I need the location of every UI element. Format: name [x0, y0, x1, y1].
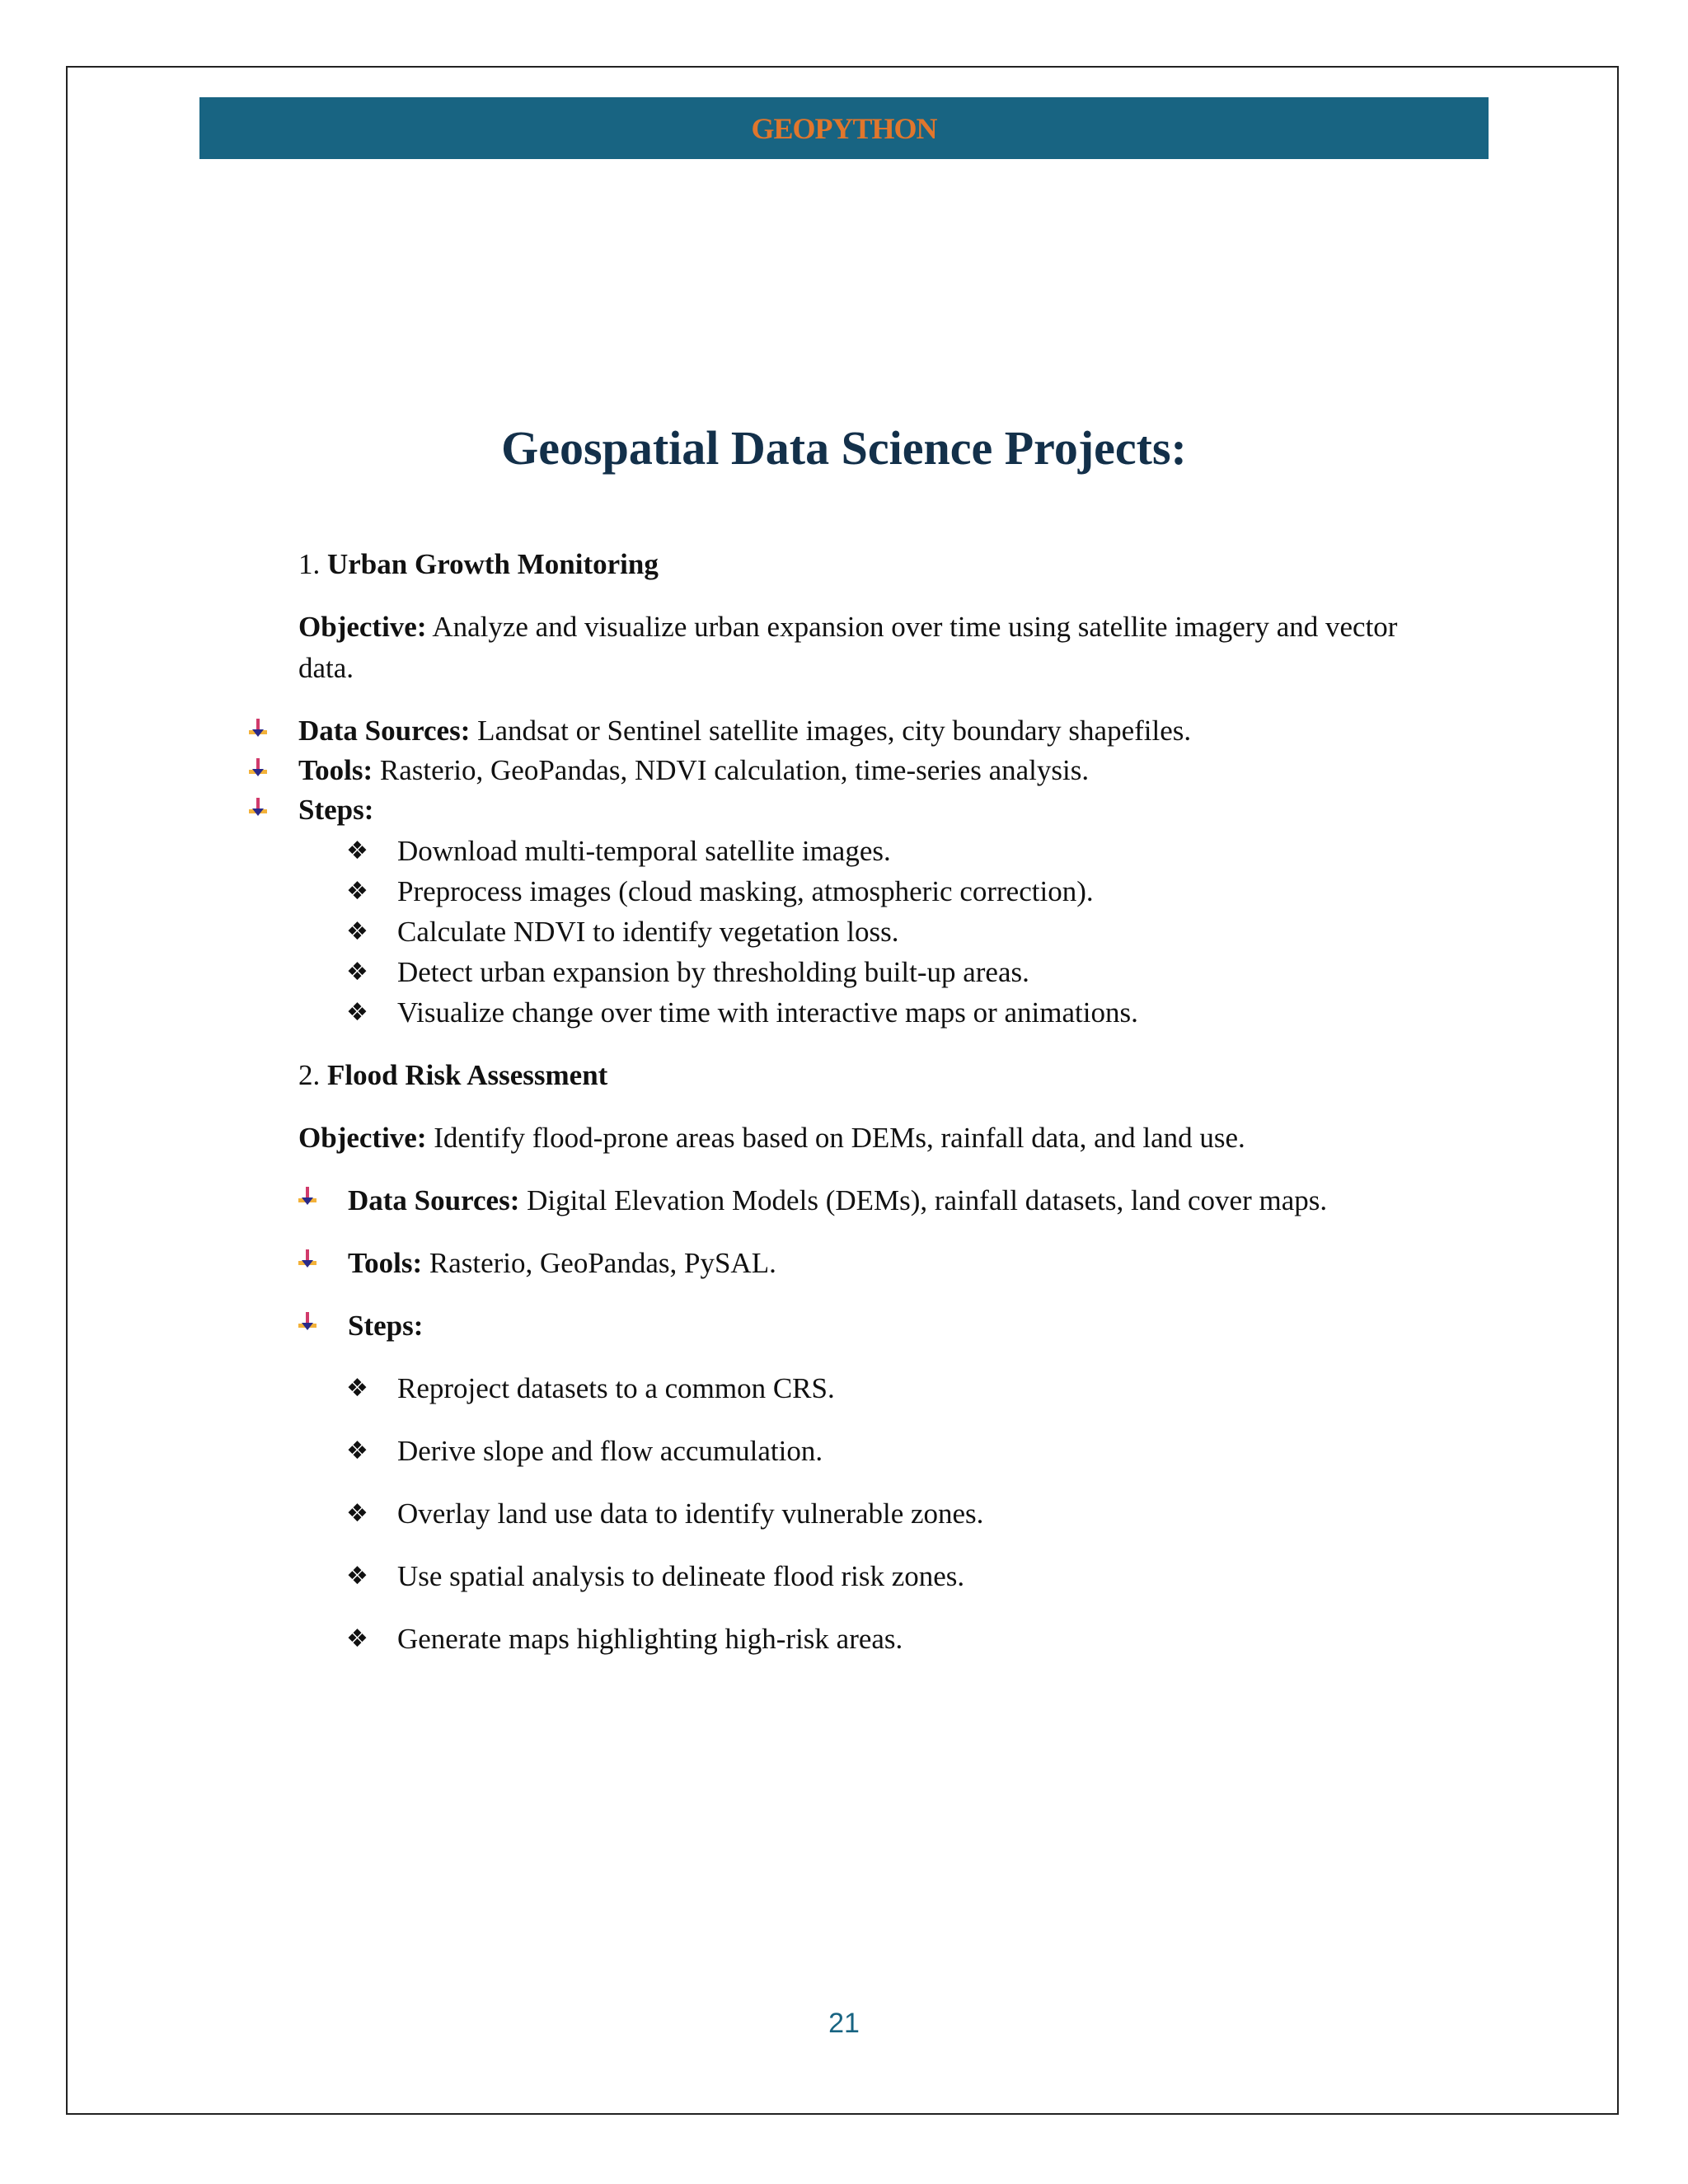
four-diamond-icon: ❖	[346, 1562, 368, 1591]
project-heading: 2. Flood Risk Assessment	[298, 1059, 608, 1091]
step-item: Preprocess images (cloud masking, atmospheric correction).	[397, 875, 1094, 907]
arrow-down-bullet-icon	[298, 1249, 316, 1269]
four-diamond-icon: ❖	[346, 837, 368, 865]
step-item: Generate maps highlighting high-risk areas.	[397, 1623, 903, 1655]
project-heading: 1. Urban Growth Monitoring	[298, 548, 659, 580]
list-item: Tools: Rasterio, GeoPandas, PySAL.	[348, 1247, 776, 1279]
four-diamond-icon: ❖	[346, 1499, 368, 1528]
four-diamond-icon: ❖	[346, 1624, 368, 1653]
list-item: Data Sources: Digital Elevation Models (DEMs), rainfall datasets, land cover maps.	[348, 1184, 1328, 1216]
arrow-down-bullet-icon	[249, 719, 267, 738]
four-diamond-icon: ❖	[346, 1374, 368, 1403]
arrow-down-bullet-icon	[249, 798, 267, 818]
step-item: Visualize change over time with interactive maps or animations.	[397, 996, 1138, 1029]
page-number: 21	[828, 2008, 860, 2039]
step-item: Reproject datasets to a common CRS.	[397, 1372, 835, 1404]
list-item: Data Sources: Landsat or Sentinel satellite images, city boundary shapefiles.	[298, 715, 1192, 747]
arrow-down-bullet-icon	[298, 1187, 316, 1207]
objective-line-cont: data.	[298, 652, 354, 684]
list-item: Tools: Rasterio, GeoPandas, NDVI calculation, time-series analysis.	[298, 754, 1090, 786]
list-item: Steps:	[348, 1310, 424, 1342]
objective-line: Objective: Identify flood-prone areas based on DEMs, rainfall data, and land use.	[298, 1122, 1245, 1154]
step-item: Detect urban expansion by thresholding built-up areas.	[397, 956, 1029, 988]
step-item: Use spatial analysis to delineate flood risk zones.	[397, 1560, 965, 1592]
four-diamond-icon: ❖	[346, 877, 368, 906]
step-item: Derive slope and flow accumulation.	[397, 1435, 823, 1467]
four-diamond-icon: ❖	[346, 958, 368, 987]
four-diamond-icon: ❖	[346, 1436, 368, 1465]
step-item: Download multi-temporal satellite images.	[397, 835, 891, 867]
page-title: Geospatial Data Science Projects:	[501, 421, 1187, 475]
objective-line: Objective: Analyze and visualize urban expansion over time using satellite imagery and vector	[298, 611, 1398, 643]
header-banner	[199, 97, 1489, 159]
list-item: Steps:	[298, 794, 374, 826]
four-diamond-icon: ❖	[346, 998, 368, 1027]
step-item: Calculate NDVI to identify vegetation loss.	[397, 916, 899, 948]
arrow-down-bullet-icon	[249, 758, 267, 778]
step-item: Overlay land use data to identify vulnerable zones.	[397, 1497, 984, 1530]
arrow-down-bullet-icon	[298, 1312, 316, 1332]
brand-name: GEOPYTHON	[751, 111, 937, 145]
four-diamond-icon: ❖	[346, 917, 368, 946]
